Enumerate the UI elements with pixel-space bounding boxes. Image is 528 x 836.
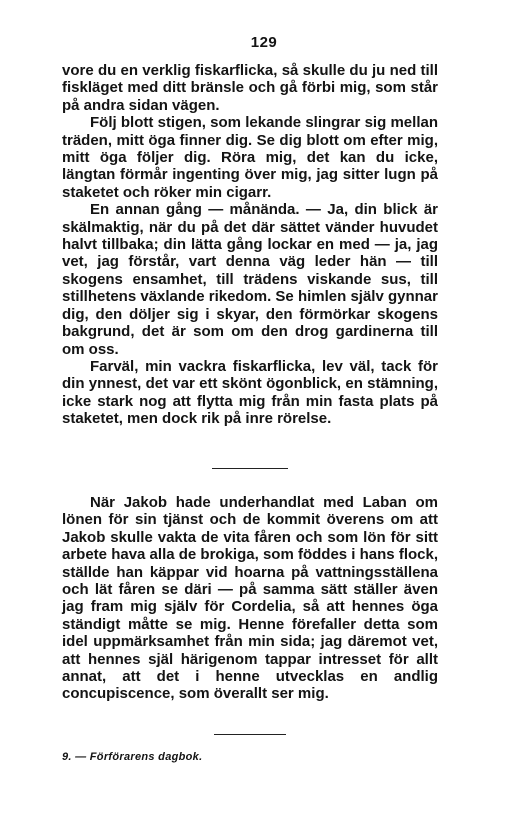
text-section-1 xyxy=(62,62,438,428)
footer-signature: 9. — Förförarens dagbok. xyxy=(62,751,203,763)
paragraph: En annan gång — månända. — Ja, din blick är skälmaktig, när du på det där sättet vänder huvudet halvt tillbaka; din lätta gång lockar en med — ja, jag vet, jag förstår, vart denna väg leder hän — till skogens ensamhet, till trädens viskande sus, till stillhetens växlande rikedom. Se himlen själv gynnar dig, den döljer sig i skyar, den förmörkar skogens bakgrund, det är som om den drog gardinerna till om oss. xyxy=(62,201,438,358)
page-number: 129 xyxy=(250,34,278,51)
paragraph: vore du en verklig fiskarflicka, så skulle du ju ned till fiskläget med ditt bränsle och gå förbi mig, som står på andra sidan vägen. xyxy=(62,62,438,114)
text-section-2 xyxy=(62,494,438,703)
paragraph: Följ blott stigen, som lekande slingrar sig mellan träden, mitt öga finner dig. Se dig blott om efter mig, mitt öga följer dig. Röra mig, det kan du icke, längtan förmår ingenting över mig, jag sitter lugn på staketet och röker min cigarr. xyxy=(62,114,438,201)
footnote-divider xyxy=(214,734,286,735)
paragraph: Farväl, min vackra fiskarflicka, lev väl, tack för din ynnest, det var ett skönt ögonblick, en stämning, icke stark nog att flytta mig från min fasta plats på staketet, men dock rik på inre rörelse. xyxy=(62,357,438,428)
paragraph: När Jakob hade underhandlat med Laban om lönen för sin tjänst och de kommit överens om att Jakob skulle vakta de vita fåren och som lön för sitt arbete hava alla de brokiga, som föddes i hans flock, ställde han käppar vid hoarna på vattningsställena och lät fåren se däri — på samma sätt ställer även jag fram mig själv för Cordelia, så att hennes öga ständigt måtte se mig. Henne förefaller detta som idel uppmärksamhet från min sida; jag däremot vet, att hennes själ härigenom tappar intresset för allt annat, att det i henne utvecklas en andlig concupiscence, som överallt ser mig. xyxy=(62,494,438,703)
section-divider xyxy=(212,468,288,469)
